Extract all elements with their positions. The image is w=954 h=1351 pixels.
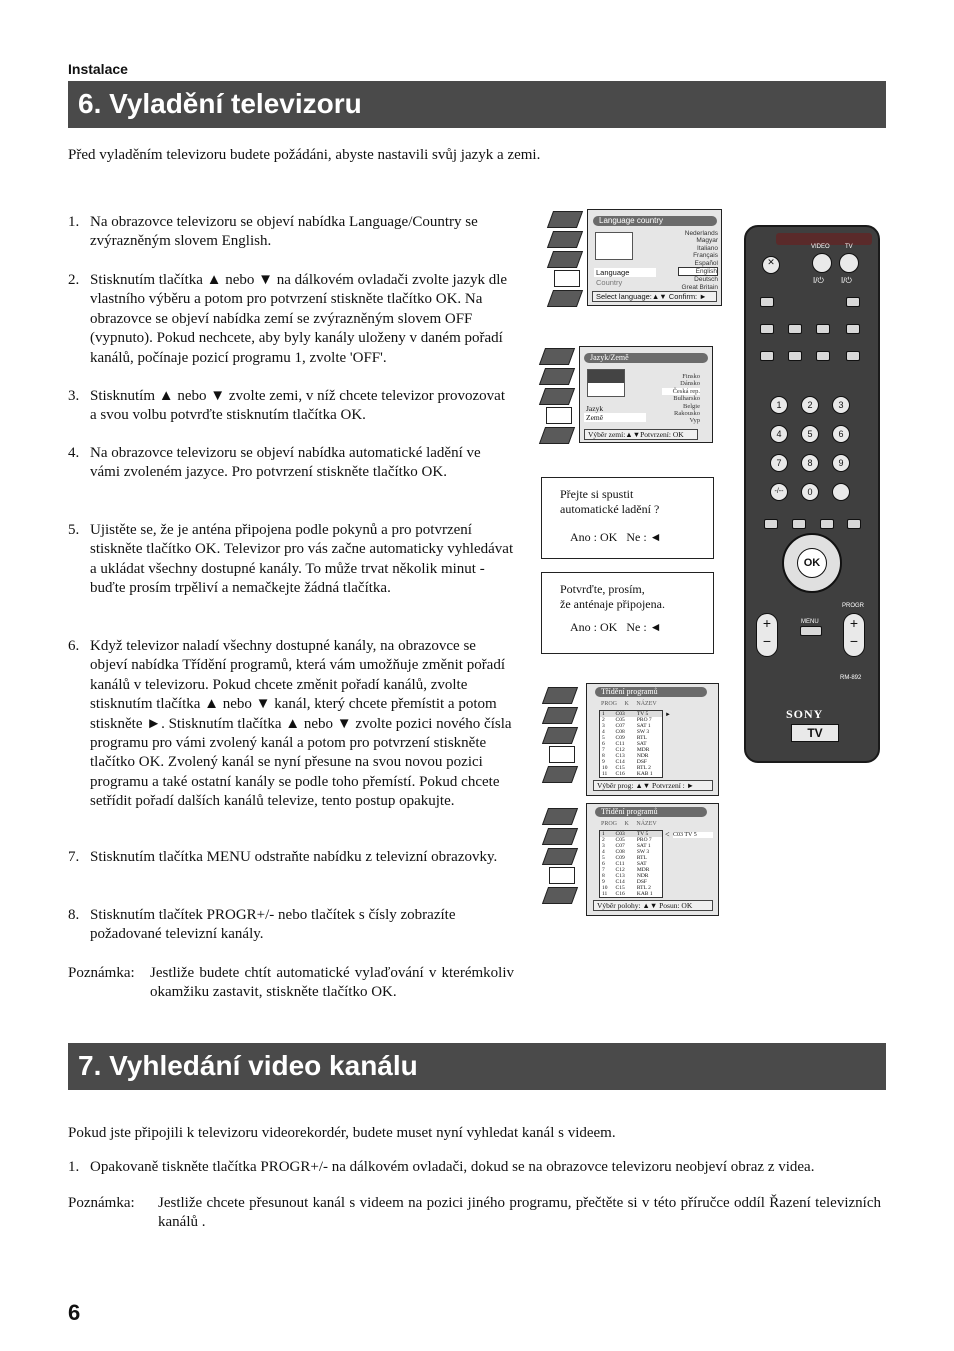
step-2: 2. Stisknutím tlačítka ▲ nebo ▼ na dálkovém ovladači zvolte jazyk dle vlastního výběru a potom pro potvrzení stiskněte tlačítko OK. Na obrazovce se objeví nabídka zemí se zvýrazněným slovem OFF (vypnuto). Pokud nechcete, aby byly kanály uloženy v daném pořadí kanálů, počínaje pozicí programu 1, zvolte 'OFF'.: [68, 272, 508, 366]
remote-control: [744, 225, 880, 763]
func-button-5[interactable]: [816, 324, 830, 334]
program-row: 3 C07 SAT 1: [602, 723, 651, 729]
volume-rocker[interactable]: + −: [756, 613, 778, 657]
video-label: VIDEO: [811, 244, 830, 250]
model-label: RM-892: [840, 675, 862, 681]
digit-4[interactable]: 4: [770, 425, 788, 443]
program-row: 9 C14 DSF: [602, 759, 647, 765]
section-6-intro: Před vyladěním televizoru budete požádáni, abyste nastavili svůj jazyk a zemi.: [68, 147, 541, 163]
auto-tune-dialog: Přejte si spustit automatické ladění ? Ano : OK Ne : ◄: [541, 477, 714, 559]
func-button-3[interactable]: [760, 324, 774, 334]
program-row: 5 C09 RTL: [602, 855, 647, 861]
func-button-7[interactable]: [760, 351, 774, 361]
sound-button[interactable]: [764, 519, 778, 529]
progr-rocker[interactable]: + −: [843, 613, 865, 657]
program-row: 2 C05 PRO 7: [602, 837, 652, 843]
func-button-1[interactable]: [760, 297, 774, 307]
section-6-title: 6. Vyladění televizoru: [68, 81, 886, 128]
video-power-button[interactable]: [812, 253, 832, 273]
step-5: 5. Ujistěte se, že je anténa připojena podle pokynů a pro potvrzení stiskněte tlačítko OK. Televizor pro vás začne automaticky vyhledávat a ukládat všechny dostupné kanály. To může trvat několik minut - buďte prosím trpěliví a nemačkejte žádná tlačítka.: [68, 522, 514, 597]
program-row: 1 C03 TV 5: [600, 711, 662, 717]
program-row: 2 C05 PRO 7: [602, 717, 652, 723]
program-row: 1 C03 TV 5: [600, 831, 662, 837]
digit-3[interactable]: 3: [832, 396, 850, 414]
digit-9[interactable]: 9: [832, 454, 850, 472]
func-button-9[interactable]: [816, 351, 830, 361]
program-row: 11 C16 KAB 1: [602, 891, 653, 897]
progr-label: PROGR: [842, 603, 865, 609]
program-row: 8 C13 NDR: [602, 873, 649, 879]
menu-label: MENU: [801, 619, 819, 625]
func-button-10[interactable]: [846, 351, 860, 361]
step-3: 3. Stisknutím ▲ nebo ▼ zvolte zemi, v níž chcete televizor provozovat a svou volbu potvrďte stisknutím tlačítka OK.: [68, 388, 505, 424]
program-row: 10 C15 RTL 2: [602, 885, 651, 891]
func-button-8[interactable]: [788, 351, 802, 361]
func-button-2[interactable]: [846, 297, 860, 307]
program-row: 6 C11 SAT: [602, 741, 647, 747]
section-7-intro: Pokud jste připojili k televizoru videorekordér, budete muset nyní vyhledat kanál s videem.: [68, 1125, 616, 1141]
digit-6[interactable]: 6: [832, 425, 850, 443]
program-row: 7 C12 MDR: [602, 747, 650, 753]
page-number: 6: [68, 1300, 81, 1325]
digit-7[interactable]: 7: [770, 454, 788, 472]
power-label-2: I/⏻: [841, 276, 852, 285]
tv-badge: TV: [791, 724, 839, 742]
tv-label: TV: [845, 244, 853, 250]
program-row: 4 C08 SW 3: [602, 849, 650, 855]
digit-8[interactable]: 8: [801, 454, 819, 472]
section-7-step-1: 1. Opakovaně tiskněte tlačítka PROGR+/- na dálkovém ovladači, dokud se na obrazovce televizoru neobjeví obraz z videa.: [68, 1159, 815, 1175]
digit-dash[interactable]: -/--: [770, 483, 788, 501]
digit-0[interactable]: 0: [801, 483, 819, 501]
func-button-4[interactable]: [788, 324, 802, 334]
mute-button[interactable]: ✕: [762, 256, 780, 274]
step-7: 7. Stisknutím tlačítka MENU odstraňte nabídku z televizní obrazovky.: [68, 849, 498, 865]
navigation-pad[interactable]: [782, 533, 842, 593]
antenna-dialog: Potvrďte, prosím, že anténaje připojena. Ano : OK Ne : ◄: [541, 572, 714, 654]
step-4: 4. Na obrazovce televizoru se objeví nabídka automatické ladění ve vámi zvoleném jazyce. Pro potvrzení stiskněte tlačítko OK.: [68, 445, 481, 481]
program-row: 4 C08 SW 3: [602, 729, 650, 735]
sony-logo: SONY: [786, 707, 824, 721]
teletext-button[interactable]: [820, 519, 834, 529]
step-6: 6. Když televizor naladí všechny dostupné kanály, na obrazovce se objeví nabídka Třídění programů, která vám umožňuje změnit pořadí kanálů v televizoru. Pokud chcete změnit pořadí kanálů, zvolte stisknutím tlačítka ▲ nebo ▼ kanál, který chcete přemístit a potom stiskněte ►. Stisknutím tlačítka ▲ nebo ▼ zvolte pozici nového čísla programu pro vámi zvolený kanál a potom pro potvrzení stiskněte tlačítko OK. Zvolený kanál se nyní přesune na svou novou pozici programu a také ostatní kanály se podle toho přemístí. Pokud chcete setřídit pořadí dalších kanálů televize, tento postup opakujte.: [68, 638, 512, 810]
program-row: 11 C16 KAB 1: [602, 771, 653, 777]
digit-1[interactable]: 1: [770, 396, 788, 414]
power-label-1: I/⏻: [813, 276, 824, 285]
section-7-note: Poznámka: Jestliže chcete přesunout kanál s videem na pozici jiného programu, přečtěte si v této příručce oddíl Řazení televizních kanálů .: [68, 1195, 881, 1231]
section-label: Instalace: [68, 61, 128, 77]
jump-button[interactable]: [832, 483, 850, 501]
digit-2[interactable]: 2: [801, 396, 819, 414]
ok-button[interactable]: OK: [797, 548, 827, 578]
step-8: 8. Stisknutím tlačítek PROGR+/- nebo tlačítek s čísly zobrazíte požadované televizní kanály.: [68, 907, 456, 943]
section-7-title: 7. Vyhledání video kanálu: [68, 1043, 886, 1090]
program-row: 10 C15 RTL 2: [602, 765, 651, 771]
program-row: 5 C09 RTL: [602, 735, 647, 741]
section-6-note: Poznámka: Jestliže budete chtít automatické vylaďování v kterémkoliv okamžiku zastavit, stiskněte tlačítko OK.: [68, 965, 514, 1001]
menu-button[interactable]: [800, 626, 822, 636]
program-row: 9 C14 DSF: [602, 879, 647, 885]
tv-power-button[interactable]: [839, 253, 859, 273]
func-button-6[interactable]: [846, 324, 860, 334]
settings-button[interactable]: [847, 519, 861, 529]
step-1: 1. Na obrazovce televizoru se objeví nabídka Language/Country se zvýrazněným slovem English.: [68, 214, 478, 250]
picture-button[interactable]: [792, 519, 806, 529]
program-row: 8 C13 NDR: [602, 753, 649, 759]
digit-5[interactable]: 5: [801, 425, 819, 443]
program-row: 7 C12 MDR: [602, 867, 650, 873]
program-row: 6 C11 SAT: [602, 861, 647, 867]
program-row: 3 C07 SAT 1: [602, 843, 651, 849]
